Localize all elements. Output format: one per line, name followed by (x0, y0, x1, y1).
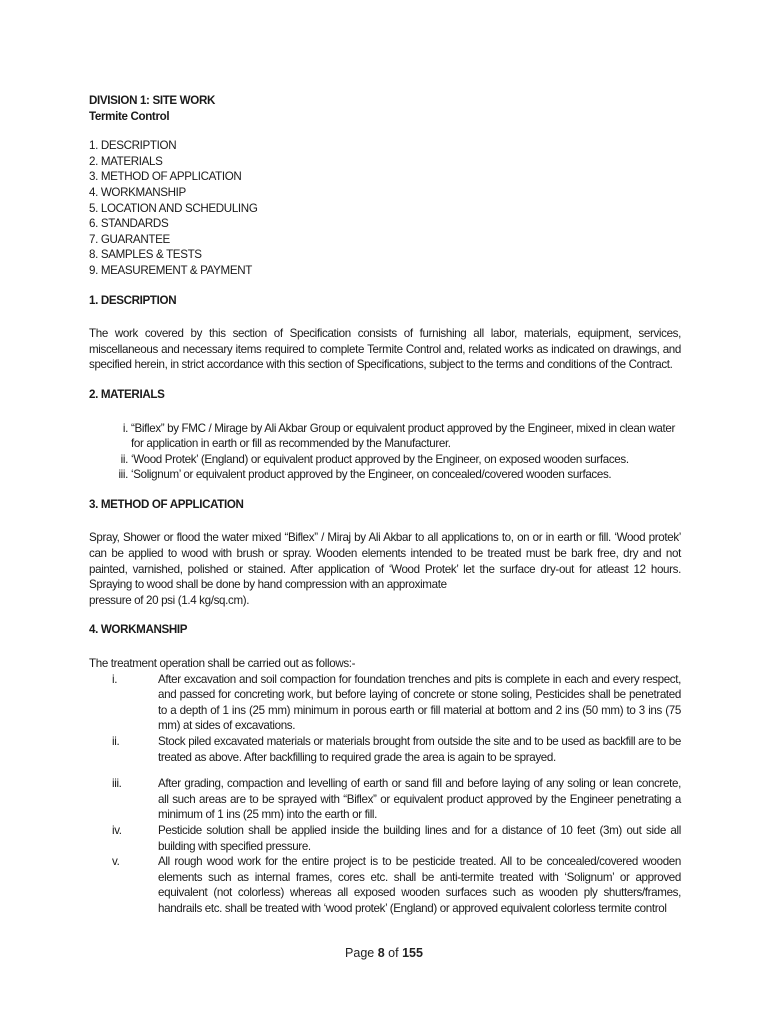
list-number: iii. (118, 468, 128, 482)
list-item (89, 672, 681, 734)
workmanship-heading: 4. WORKMANSHIP (89, 623, 188, 637)
list-text: Pesticide solution shall be applied inside the building lines and for a distance of 10 feet (3m) out side all building with specified pressure. (158, 823, 681, 853)
description-heading: 1. DESCRIPTION (89, 293, 177, 307)
method-text: Spray, Shower or flood the water mixed “Biflex” / Miraj by Ali Akbar to all applications to, on or in earth or fill. ‘Wood protek’ can be applied to wood with brush or spray. Wooden elements intended to be treated must be bark free, dry and not painted, varnished, polished or stained. After application of ‘Wood Protek’ let the surface dry-out for atleast 12 hours. Spraying to wood shall be done by hand compression with an approximate (89, 531, 681, 592)
materials-list (89, 421, 681, 483)
method-text-continued: pressure of 20 psi (1.4 kg/sq.cm). (89, 593, 250, 607)
list-text: “Biflex” by FMC / Mirage by Ali Akbar Group or equivalent product approved by the Engineer, mixed in clean water for application in earth or fill as recommended by the Manufacturer. (131, 421, 675, 451)
list-text: Stock piled excavated materials or materials brought from outside the site and to be used as backfill are to be treated as above. After backfilling to required grade the area is again to be sprayed. (158, 735, 681, 764)
list-number: i. (112, 672, 118, 686)
list-text: All rough wood work for the entire project is to be pesticide treated. All to be concealed/covered wooden elements such as internal frames, cores etc. shall be anti-termite treated with ‘Solignum’ or approved equivalent (not colorless) whereas all exposed wooden surfaces such as wooden ply shutters/frames, handrails etc. shall be treated with ‘wood protek’ (England) or approved equivalent colorless termite control (158, 855, 681, 915)
list-text: After grading, compaction and levelling of earth or sand fill and before laying of any soling or lean concrete, all such areas are to be sprayed with “Biflex” or equivalent product approved by the Engineer penetrating a minimum of 1 ins (25 mm) into the earth or fill. (158, 777, 681, 822)
toc-item: 9. MEASUREMENT & PAYMENT (89, 263, 252, 277)
list-text: ‘Solignum’ or equivalent product approved by the Engineer, on concealed/covered wooden surfaces. (131, 468, 612, 482)
workmanship-intro: The treatment operation shall be carried out as follows:- (89, 657, 356, 671)
toc-item: 8. SAMPLES & TESTS (89, 248, 202, 262)
list-item (89, 854, 681, 916)
toc-item: 5. LOCATION AND SCHEDULING (89, 201, 258, 215)
page-of-label: of (388, 946, 399, 960)
list-item (89, 823, 681, 854)
list-number: i. (122, 421, 128, 435)
page-label: Page (345, 946, 375, 960)
list-item (89, 734, 681, 765)
list-item (89, 421, 681, 452)
list-item (89, 467, 681, 483)
list-number: ii. (112, 735, 120, 748)
list-number: iv. (112, 823, 122, 837)
method-heading: 3. METHOD OF APPLICATION (89, 497, 244, 511)
document-body (89, 93, 681, 917)
toc-item: 6. STANDARDS (89, 217, 169, 231)
division-title: DIVISION 1: SITE WORK (89, 94, 215, 107)
list-number: v. (112, 855, 120, 869)
table-of-contents (89, 138, 681, 278)
total-pages-number: 155 (402, 946, 423, 960)
workmanship-list (89, 672, 681, 917)
toc-item: 3. METHOD OF APPLICATION (89, 170, 242, 184)
list-item (89, 452, 681, 468)
materials-heading: 2. MATERIALS (89, 387, 165, 401)
list-text: ‘Wood Protek’ (England) or equivalent product approved by the Engineer, on exposed wooden surfaces. (131, 452, 629, 466)
list-text: After excavation and soil compaction for foundation trenches and pits is complete in each and every respect, and passed for concreting work, but before laying of concrete or stone soling, Pesticides shall be penetrated to a depth of 1 ins (25 mm) minimum in porous earth or fill material at bottom and 2 ins (50 mm) to 3 ins (75 mm) at sides of excavations. (158, 672, 681, 733)
list-item (89, 776, 681, 823)
toc-item: 7. GUARANTEE (89, 232, 170, 246)
description-text: The work covered by this section of Specification consists of furnishing all labor, materials, equipment, services, miscellaneous and necessary items required to complete Termite Control and, related works as indicated on drawings, and specified herein, in strict accordance with this section of Specifications, subject to the terms and conditions of the Contract. (89, 327, 681, 372)
current-page-number: 8 (377, 946, 385, 960)
list-number: ii. (120, 452, 128, 466)
toc-item: 2. MATERIALS (89, 154, 163, 168)
section-title: Termite Control (89, 109, 170, 123)
list-number: iii. (112, 777, 122, 791)
toc-item: 4. WORKMANSHIP (89, 185, 186, 199)
toc-item: 1. DESCRIPTION (89, 139, 177, 153)
page-footer (0, 946, 768, 960)
